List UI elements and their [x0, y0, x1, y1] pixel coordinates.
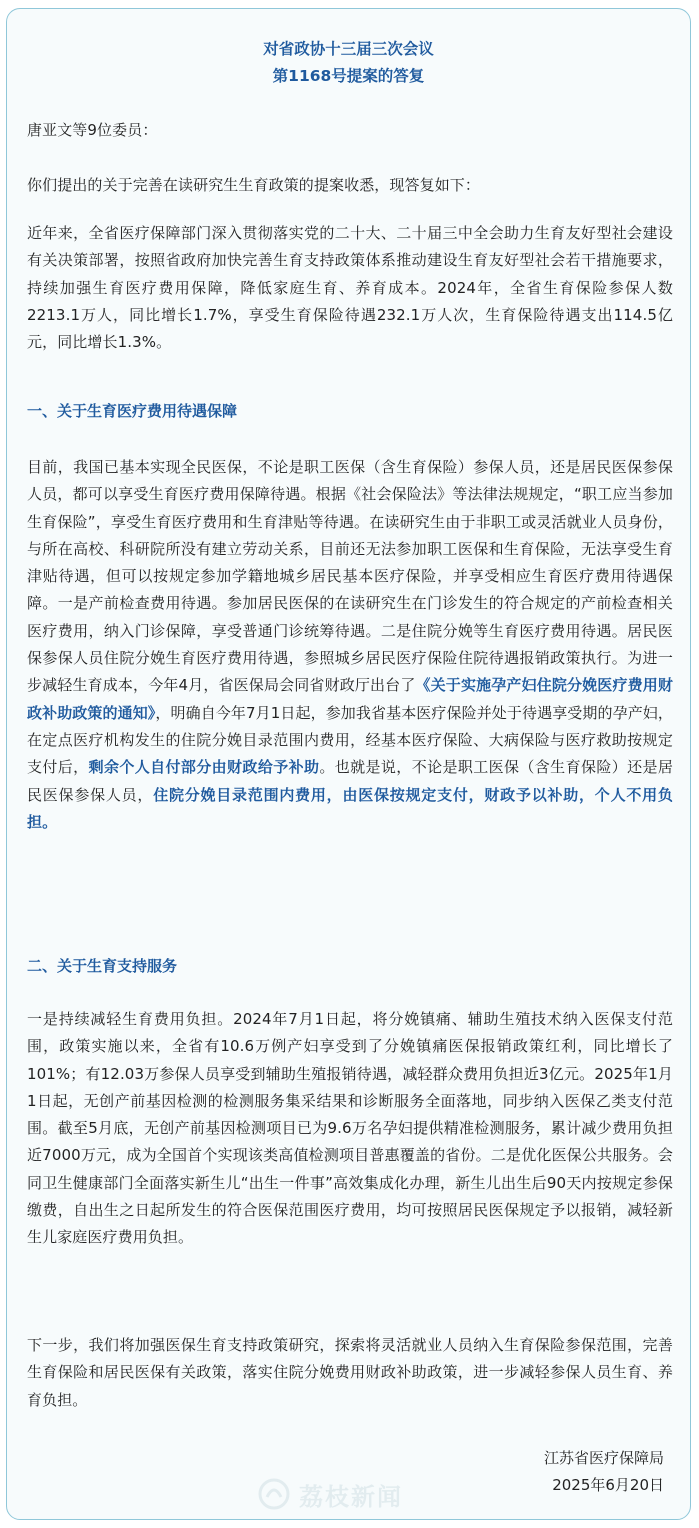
salutation: 唐亚文等9位委员：	[27, 121, 158, 139]
section2-paragraph: 一是持续减轻生育费用负担。2024年7月1日起，将分娩镇痛、辅助生殖技术纳入医保支付范围，政策实施以来，全省有10.6万例产妇享受到了分娩镇痛医保报销政策红利，同比增长了101%；有12.03万参保人员享受到辅助生殖报销待遇，减轻群众费用负担近3亿元。2025年1月1日起，无创产前基因检测的检测服务集采结果和诊断服务全面落地，同步纳入医保乙类支付范围。截至5月底，无创产前基因检测项目已为9.6万名孕妇提供精准检测服务，累计减少费用负担近7000万元，成为全国首个实现该类高值检测项目普惠覆盖的省份。二是优化医保公共服务。会同卫生健康部门全面落实新生儿“出生一件事”高效集成化办理，新生儿出生后90天内按规定参保缴费，自出生之日起所发生的符合医保范围医疗费用，均可按照居民医保规定予以报销，减轻新生儿家庭医疗费用负担。	[27, 1010, 673, 1247]
watermark-text: 荔枝新闻	[299, 1482, 403, 1511]
signature-date: 2025年6月20日	[552, 1476, 664, 1494]
section1-paragraph	[27, 454, 673, 836]
intro-paragraph: 你们提出的关于完善在读研究生生育政策的提案收悉，现答复如下：	[27, 176, 481, 194]
watermark-logo-icon	[257, 1477, 291, 1511]
section1-text-c: 。也就是说，不论是职工医保（含生育保险）还是居民医保参保人员，	[27, 758, 673, 804]
section1-text-b: ，明确自今年7月1日起，参加我省基本医疗保险并处于待遇享受期的孕产妇，在定点医疗机构发生的住院分娩目录范围内费用，经基本医疗保险、大病保险与医疗救助按规定支付后，	[27, 703, 673, 777]
document-title-line2: 第1168号提案的答复	[272, 67, 425, 85]
section1-text-a: 目前，我国已基本实现全民医保，不论是职工医保（含生育保险）参保人员，还是居民医保参保人员，都可以享受生育医疗费用保障待遇。根据《社会保险法》等法律法规规定，“职工应当参加生育保险”，享受生育医疗费用和生育津贴等待遇。在读研究生由于非职工或灵活就业人员身份，与所在高校、科研院所没有建立劳动关系，目前还无法参加职工医保和生育保险，无法享受生育津贴待遇，但可以按规定参加学籍地城乡居民基本医疗保险，并享受相应生育医疗费用待遇保障。一是产前检查费用待遇。参加居民医保的在读研究生在门诊发生的符合规定的产前检查相关医疗费用，纳入门诊保障，享受普通门诊统筹待遇。二是住院分娩等生育医疗费用待遇。居民医保参保人员住院分娩生育医疗费用待遇，参照城乡居民医疗保险住院待遇报销政策执行。为进一步减轻生育成本，今年4月，省医保局会同省财政厅出台了	[27, 458, 673, 695]
section2-heading: 二、关于生育支持服务	[27, 957, 178, 975]
watermark	[257, 1469, 467, 1519]
next-step-paragraph: 下一步，我们将加强医保生育支持政策研究，探索将灵活就业人员纳入生育保险参保范围，完善生育保险和居民医保有关政策，落实住院分娩费用财政补助政策，进一步减轻参保人员生育、养育负担。	[27, 1336, 673, 1409]
coverage-highlight: 住院分娩目录范围内费用，由医保按规定支付，财政予以补助，个人不用负担。	[27, 785, 673, 831]
notice-title-highlight: 《关于实施孕产妇住院分娩医疗费用财政补助政策的通知》	[27, 676, 674, 722]
document-card	[6, 8, 691, 1520]
section1-heading: 一、关于生育医疗费用待遇保障	[27, 402, 238, 420]
overview-paragraph: 近年来，全省医疗保障部门深入贯彻落实党的二十大、二十届三中全会助力生育友好型社会建设有关决策部署，按照省政府加快完善生育支持政策体系推动建设生育友好型社会若干措施要求，持续加强生育医疗费用保障，降低家庭生育、养育成本。2024年，全省生育保险参保人数2213.1万人，同比增长1.7%，享受生育保险待遇232.1万人次，生育保险待遇支出114.5亿元，同比增长1.3%。	[27, 224, 673, 352]
subsidy-highlight: 剩余个人自付部分由财政给予补助	[88, 758, 320, 777]
signature-org: 江苏省医疗保障局	[543, 1449, 664, 1467]
document-title-line1: 对省政协十三届三次会议	[263, 40, 434, 58]
